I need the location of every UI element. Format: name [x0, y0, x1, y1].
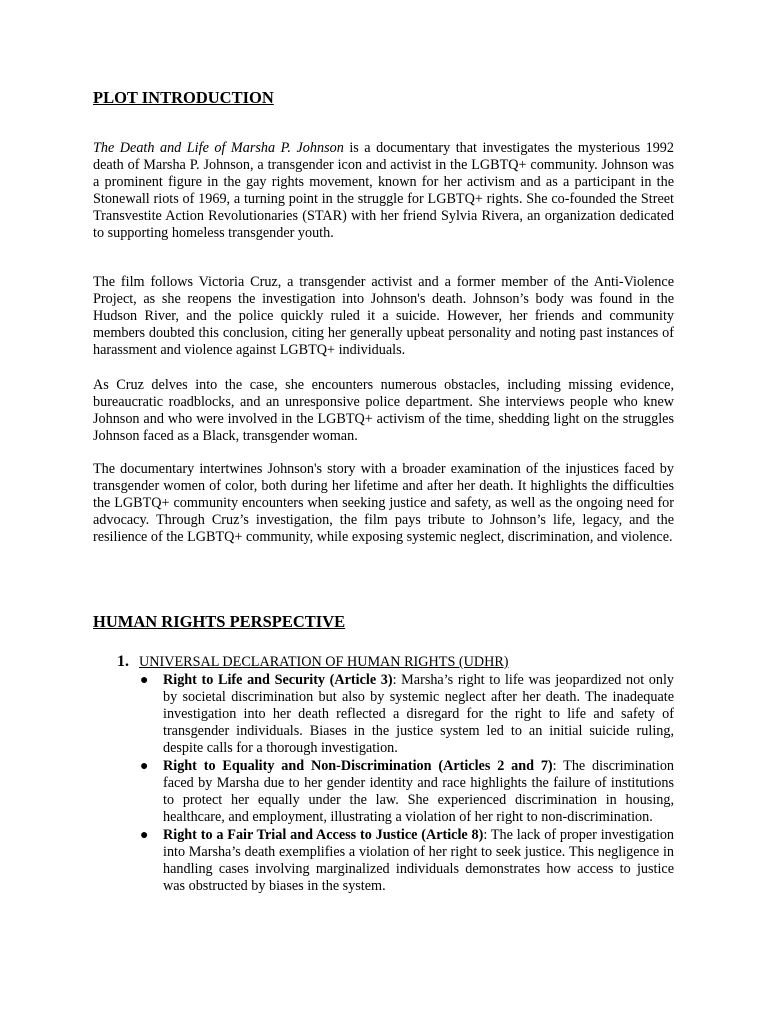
udhr-list-title [117, 653, 677, 671]
udhr-bullet-list [138, 672, 674, 896]
bullet-bold: Right to Life and Security (Article 3) [163, 672, 393, 688]
plot-paragraph-2: The film follows Victoria Cruz, a transgender activist and a former member of the Anti-Violence Project, as she reopens the investigation into Johnson's death. Johnson’s body was found in the Hudson River, and the police quickly ruled it a suicide. However, her friends and community members doubted this conclusion, citing her generally upbeat personality and noting past instances of harassment and violence against LGBTQ+ individuals. [93, 274, 674, 358]
list-item [138, 827, 674, 895]
bullet-text: : The lack of proper investigation into Marsha’s death exemplifies a violation of her right to seek justice. This negligence in handling cases involving marginalized individuals demonstrates how access to justice was obstructed by biases in the system. [163, 827, 675, 894]
list-item [138, 672, 674, 757]
plot-paragraph-3: As Cruz delves into the case, she encounters numerous obstacles, including missing evidence, bureaucratic roadblocks, and an unresponsive police department. She interviews people who knew Johnson and who were involved in the LGBTQ+ activism of the time, shedding light on the struggles Johnson faced as a Black, transgender woman. [93, 377, 674, 444]
plot-paragraph-1 [93, 140, 674, 242]
bullet-text: : Marsha’s right to life was jeopardized not only by societal discrimination but also by systemic neglect after her death. The inadequate investigation into her death reflected a disregard for the right to life and safety of transgender individuals. Biases in the justice system led to an initial suicide ruling, despite calls for a thorough investigation. [163, 672, 674, 756]
film-title: The Death and Life of Marsha P. Johnson [93, 140, 344, 156]
bullet-icon: ● [140, 673, 149, 688]
plot-paragraph-4: The documentary intertwines Johnson's story with a broader examination of the injustices faced by transgender women of color, both during her lifetime and after her death. It highlights the difficulties the LGBTQ+ community encounters when seeking justice and safety, as well as the ongoing need for advocacy. Through Cruz’s investigation, the film pays tribute to Johnson’s life, legacy, and the resilience of the LGBTQ+ community, while exposing systemic neglect, discrimination, and violence. [93, 461, 674, 545]
bullet-icon: ● [140, 828, 149, 843]
plot-paragraph-1-text: is a documentary that investigates the mysterious 1992 death of Marsha P. Johnson, a transgender icon and activist in the LGBTQ+ community. Johnson was a prominent figure in the gay rights movement, known for her activism and as a participant in the Stonewall riots of 1969, a turning point in the struggle for LGBTQ+ rights. She co-founded the Street Transvestite Action Revolutionaries (STAR) with her friend Sylvia Rivera, an organization dedicated to supporting homeless transgender youth. [93, 140, 674, 241]
human-rights-heading: HUMAN RIGHTS PERSPECTIVE [93, 612, 346, 631]
udhr-label: UNIVERSAL DECLARATION OF HUMAN RIGHTS (UDHR) [139, 654, 509, 670]
bullet-bold: Right to a Fair Trial and Access to Justice (Article 8) [163, 827, 484, 843]
bullet-bold: Right to Equality and Non-Discrimination (Articles 2 and 7) [163, 758, 553, 774]
plot-introduction-heading: PLOT INTRODUCTION [93, 88, 274, 107]
list-item [138, 758, 674, 826]
bullet-text: : The discrimination faced by Marsha due to her gender identity and race highlights the failure of institutions to protect her equally under the law. She experienced discrimination in housing, healthcare, and employment, illustrating a violation of her right to non-discrimination. [163, 758, 675, 825]
bullet-icon: ● [140, 759, 149, 774]
list-number: 1. [117, 653, 129, 670]
